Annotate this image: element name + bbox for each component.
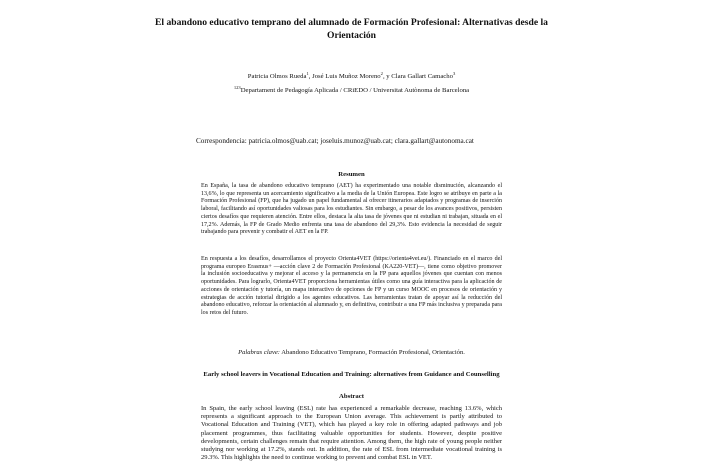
paper-title: El abandono educativo temprano del alumnado de Formación Profesional: Alternativas desde la Orientación <box>155 17 548 41</box>
affiliation: $^{123}$Departament de Pedagogía Aplicada / CRiEDO / Universitat Autònoma de Barcelona <box>233 84 470 94</box>
resumen-heading: Resumen <box>338 171 365 178</box>
resumen-paragraph-2: En respuesta a los desafíos, desarrollamos el proyecto Orienta4VET (https://orienta4vet.eu/). Financiado en el marco del programa europeo Erasmus+ —acción clave 2 de Formación Profesional (KA220-VET)—, tiene como objetivo promover la inclusión socioeducativa y mejorar el acceso y la permanencia en la FP para aquellos jóvenes que cuentan con menos oportunidades. Para lograrlo, Orienta4VET proporciona herramientas útiles como una guía interactiva para la aplicación de acciones de orientación y tutoría, un mapa interactivo de opciones de FP y un curso MOOC en procesos de orientación y estrategias de acción tutorial dirigido a los agentes educativos. Las herramientas tratan de apoyar así la reducción del abandono educativo, reforzar la orientación al alumnado y, en definitiva, contribuir a una FP más inclusiva y preparada para los retos del futuro. <box>201 256 502 316</box>
abstract-paragraph-1: In Spain, the early school leaving (ESL) rate has experienced a remarkable decrease, reaching 13.6%, which represents a significant approach to the European Union average. This achievement is partly attributed to Vocational Education and Training (VET), which has played a key role in offering adapted pathways and job placement programmes, thus facilitating valuable opportunities for students. However, despite positive developments, certain challenges remain that require attention. Among them, the high rate of young people neither studying nor working at 17.2%, stands out. In addition, the rate of ESL from intermediate vocational training is 29.3%. This highlights the need to continue working to prevent and combat ESL in VET. <box>201 405 502 462</box>
abstract-heading: Abstract <box>339 393 364 400</box>
correspondence: Correspondencia: patricia.olmos@uab.cat; joseluis.munoz@uab.cat; clara.gallart@autonoma.cat <box>196 137 474 145</box>
author-3: Clara Gallart Camacho$^3$ <box>391 70 456 80</box>
author-1: Patricia Olmos Rueda$^1$, <box>247 70 313 80</box>
author-2: José Luis Muñoz Moreno$^2$, y <box>312 70 392 80</box>
keywords: Palabras clave: Abandono Educativo Temprano, Formación Profesional, Orientación. <box>238 349 465 356</box>
english-title: Early school leavers in Vocational Education and Training: alternatives from Guidance and Counselling <box>203 371 500 378</box>
resumen-paragraph-1: En España, la tasa de abandono educativo temprano (AET) ha experimentado una notable disminución, alcanzando el 13,6%, lo que representa un acercamiento significativo a la media de la Unión Europea. Este logro se atribuye en parte a la Formación Profesional (FP), que ha jugado un papel fundamental al ofrecer itinerarios adaptados y programas de inserción laboral, facilitando así oportunidades valiosas para los estudiantes. Sin embargo, a pesar de los avances positivos, persisten ciertos desafíos que requieren atención. Entre ellos, destaca la alta tasa de jóvenes que ni estudian ni trabajan, situada en el 17,2%. Además, la FP de Grado Medio enfrenta una tasa de abandono del 29,3%. Esto evidencia la necesidad de seguir trabajando para prevenir y combatir el AET en la FP. <box>201 183 502 236</box>
author-list <box>130 72 573 81</box>
